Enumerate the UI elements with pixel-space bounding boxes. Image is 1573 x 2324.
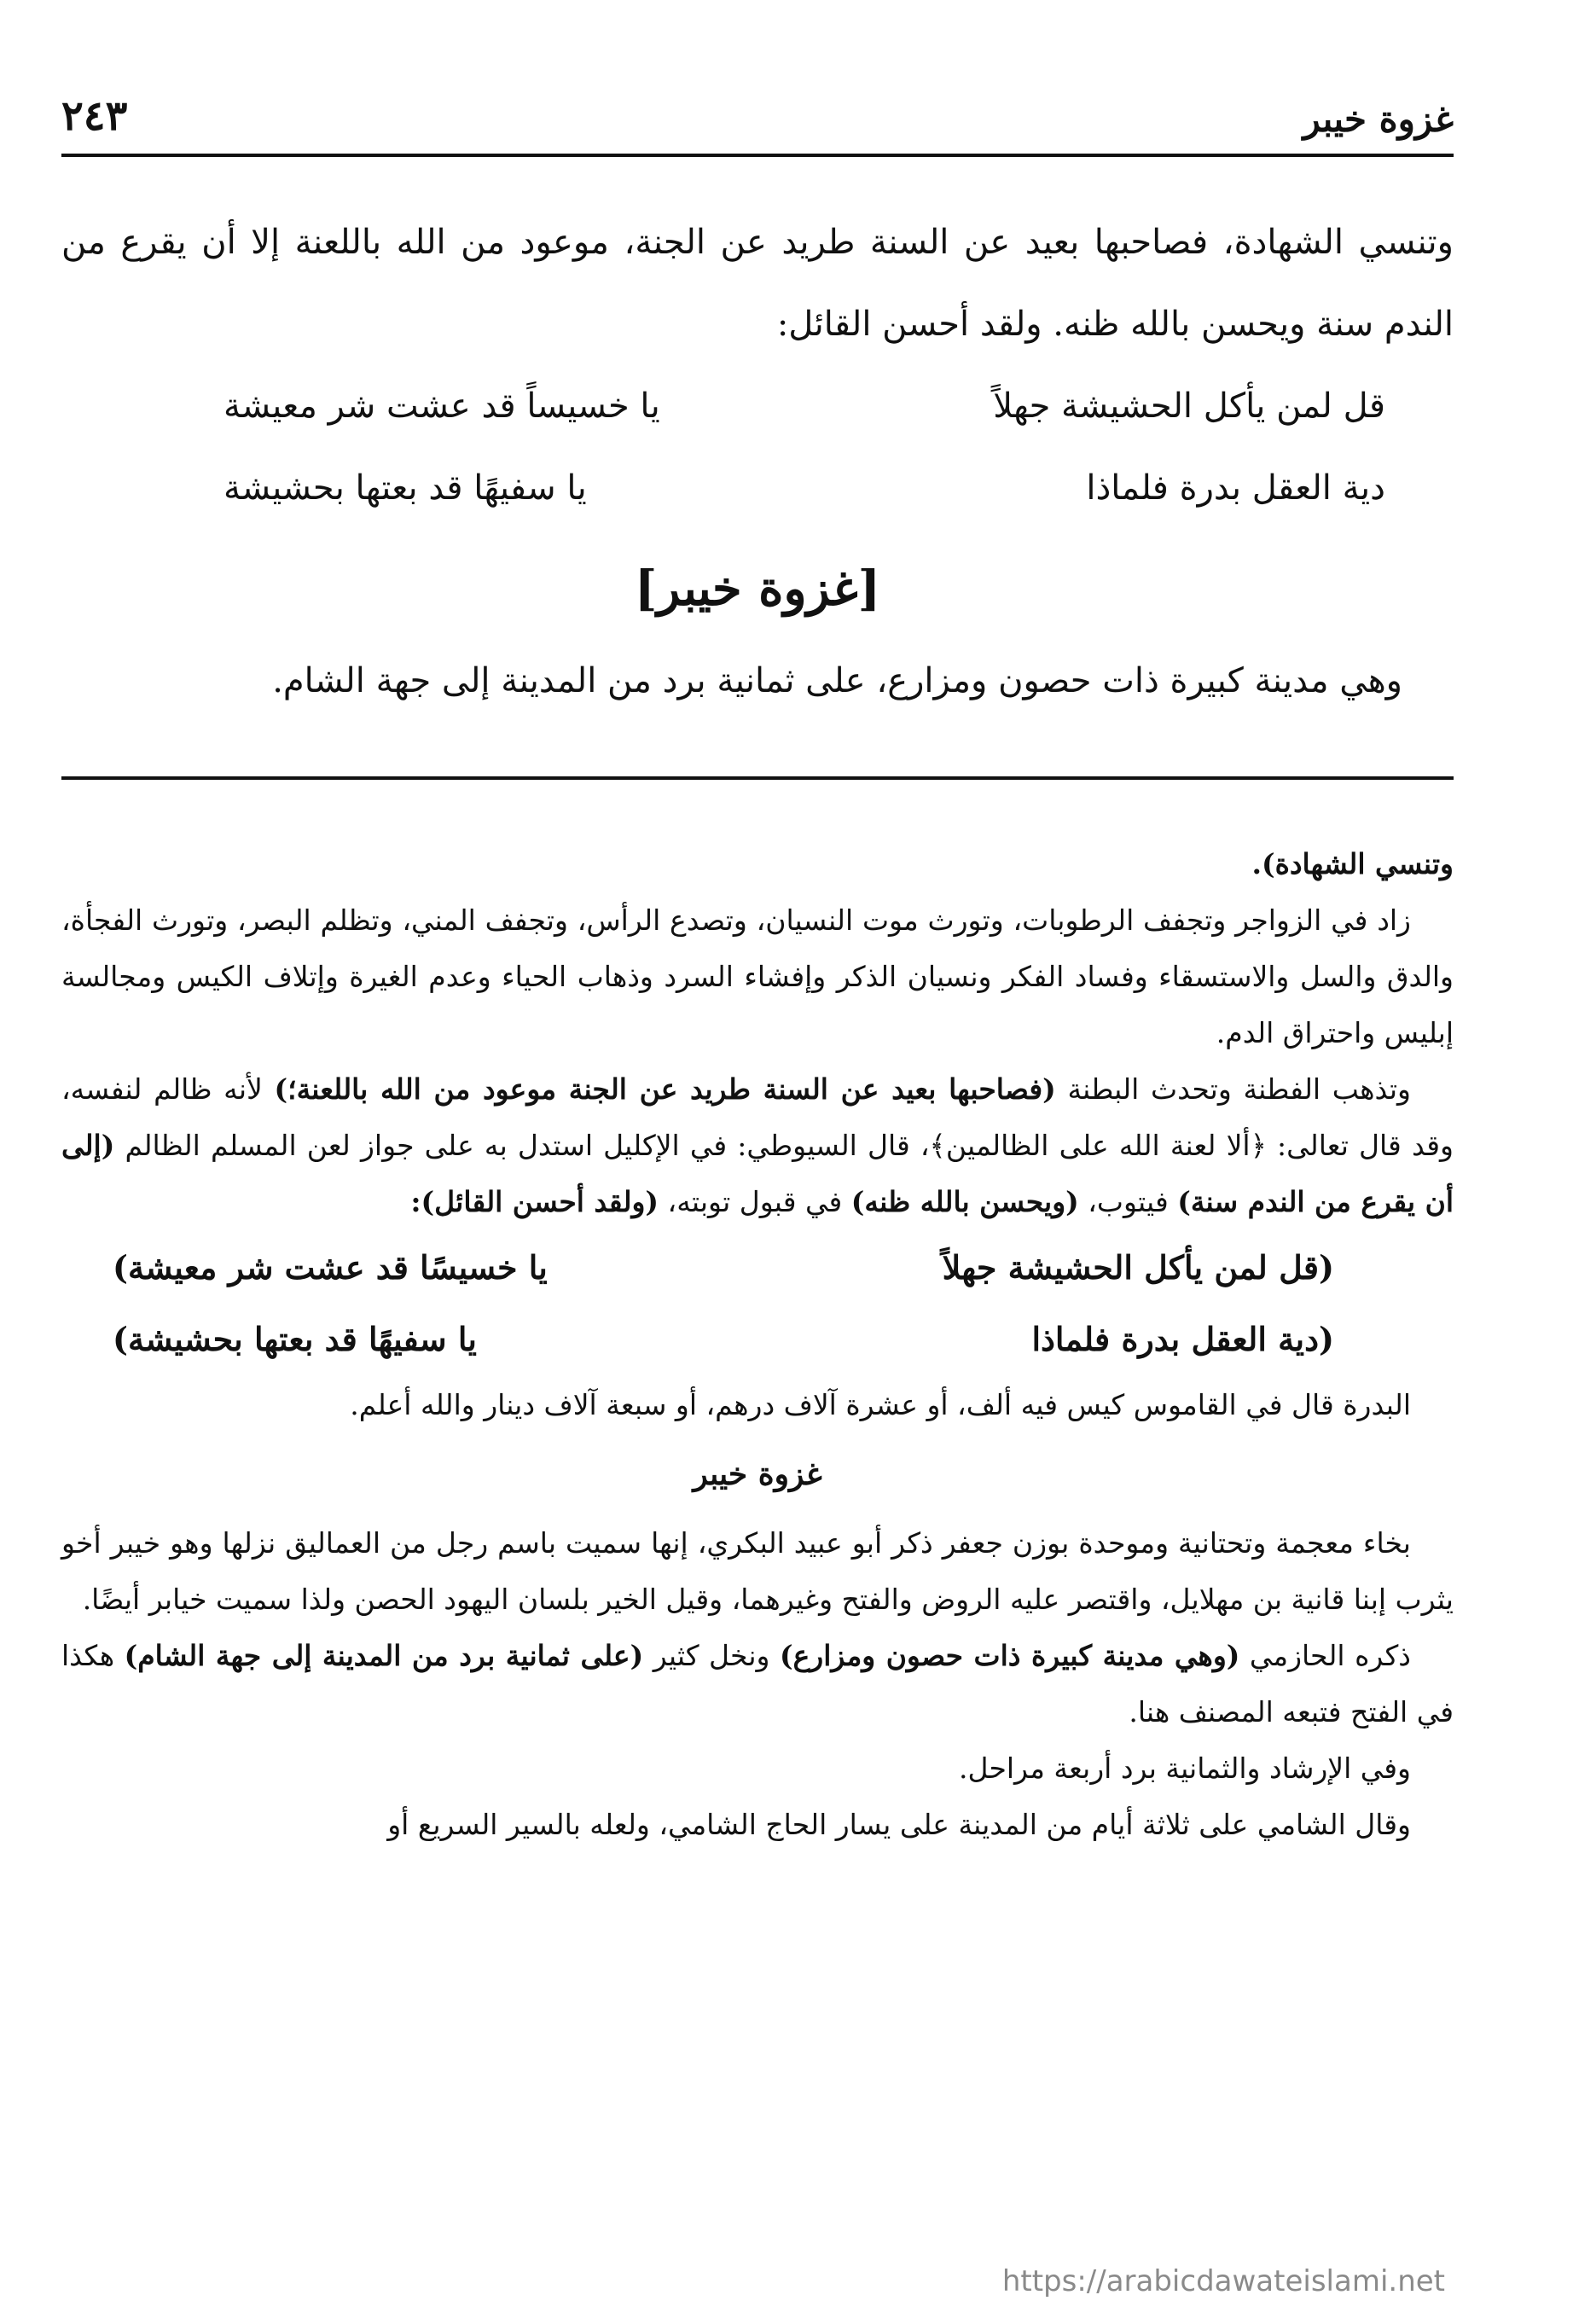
commentary-verse-line [113, 1234, 1334, 1302]
header-rule [61, 154, 1454, 157]
commentary-paragraph [61, 1061, 1454, 1230]
commentary-paragraph: البدرة قال في القاموس كيس فيه ألف، أو عشرة آلاف درهم، أو سبعة آلاف دينار والله أعلم. [350, 1388, 1411, 1421]
verse-hemistich-second: يا سفيهًا قد بعتها بحشيشة [223, 468, 587, 508]
quoted-matn: (فصاحبها بعيد عن السنة طريد عن الجنة موعود من الله باللعنة؛) [274, 1072, 1056, 1106]
verse-hemistich-second: يا خسيسًا قد عشت شر معيشة) [113, 1248, 548, 1287]
commentary-lemma: وتنسي الشهادة). [1251, 847, 1454, 880]
quoted-matn: (ولقد أحسن القائل): [410, 1185, 659, 1218]
verse-line [223, 365, 1385, 447]
commentary-paragraph: وقال الشامي على ثلاثة أيام من المدينة على يسار الحاج الشامي، ولعله بالسير السريع أو [387, 1808, 1411, 1841]
quoted-matn: (إلى أن يقرع من الندم سنة) [61, 1129, 1454, 1218]
commentary-text: في قبول توبته، [659, 1185, 851, 1218]
commentary-paragraph: وفي الإرشاد والثمانية برد أربعة مراحل. [959, 1752, 1411, 1785]
commentary-subheading: غزوة خيبر [693, 1456, 822, 1492]
commentary-text: ذكره الحازمي [1239, 1639, 1411, 1672]
commentary-text: ونخل كثير [643, 1639, 780, 1672]
watermark-url: https://arabicdawateislami.net [1001, 2264, 1445, 2298]
verse-hemistich-first: (دية العقل بدرة فلماذا [1031, 1320, 1334, 1358]
quoted-matn: (ويحسن بالله ظنه) [850, 1185, 1079, 1218]
main-text [61, 201, 1454, 722]
verse-hemistich-second: يا سفيهًا قد بعتها بحشيشة) [113, 1320, 477, 1358]
commentary-text: وتذهب الفطنة وتحدث البطنة [1055, 1072, 1411, 1106]
commentary-paragraph: بخاء معجمة وتحتانية وموحدة بوزن جعفر ذكر أبو عبيد البكري، إنها سميت باسم رجل من العماليق نزلها وهو خيبر أخو يثرب إبنا قانية بن مهلايل، واقتصر عليه الروض والفتح وغيرهما، وقيل الخير بلسان اليهود الحصن ولذا سميت خيابر أيضًا. [61, 1526, 1454, 1616]
verse-hemistich-first: قل لمن يأكل الحشيشة جهلاً [993, 386, 1385, 426]
footnote-divider [61, 776, 1454, 780]
page-number: ٢٤٣ [61, 92, 128, 140]
page-header [61, 72, 1454, 140]
quoted-matn: (على ثمانية برد من المدينة إلى جهة الشام) [124, 1639, 644, 1672]
verse-hemistich-first: دية العقل بدرة فلماذا [1086, 468, 1385, 508]
verse-hemistich-second: يا خسيساً قد عشت شر معيشة [223, 386, 660, 426]
commentary-paragraph: زاد في الزواجر وتجفف الرطوبات، وتورث موت النسيان، وتصدع الرأس، وتجفف المني، وتظلم البصر، وتورث الفجأة، والدق والسل والاستسقاء وفساد الفكر ونسيان الذكر وإفشاء السرد وذهاب الحياء وعدم الغيرة وإتلاف الكيس ومجالسة إبليس واحتراق الدم. [61, 903, 1454, 1049]
running-title: غزوة خيبر [1303, 98, 1454, 140]
quoted-matn: (وهي مدينة كبيرة ذات حصون ومزارع) [779, 1639, 1240, 1672]
commentary-text: فيتوب، [1078, 1185, 1178, 1218]
commentary [61, 836, 1454, 1853]
verse-line [223, 447, 1385, 529]
commentary-paragraph [61, 1628, 1454, 1740]
verse-hemistich-first: (قل لمن يأكل الحشيشة جهلاً [942, 1248, 1334, 1287]
main-paragraph: وتنسي الشهادة، فصاحبها بعيد عن السنة طريد عن الجنة، موعود من الله باللعنة إلا أن يقرع من الندم سنة ويحسن بالله ظنه. ولقد أحسن القائل: [61, 223, 1454, 344]
main-paragraph: وهي مدينة كبيرة ذات حصون ومزارع، على ثمانية برد من المدينة إلى جهة الشام. [272, 661, 1402, 700]
commentary-text: لأنه ظالم لنفسه، وقد قال تعالى: ﴿ألا لعنة الله على الظالمين﴾، قال السيوطي: في الإكليل استدل به على جواز لعن المسلم الظالم [61, 1072, 1454, 1162]
commentary-text: هكذا في الفتح فتبعه المصنف هنا. [61, 1639, 1454, 1728]
commentary-verse-line [113, 1305, 1334, 1374]
section-title: [غزوة خيبر] [634, 561, 881, 617]
